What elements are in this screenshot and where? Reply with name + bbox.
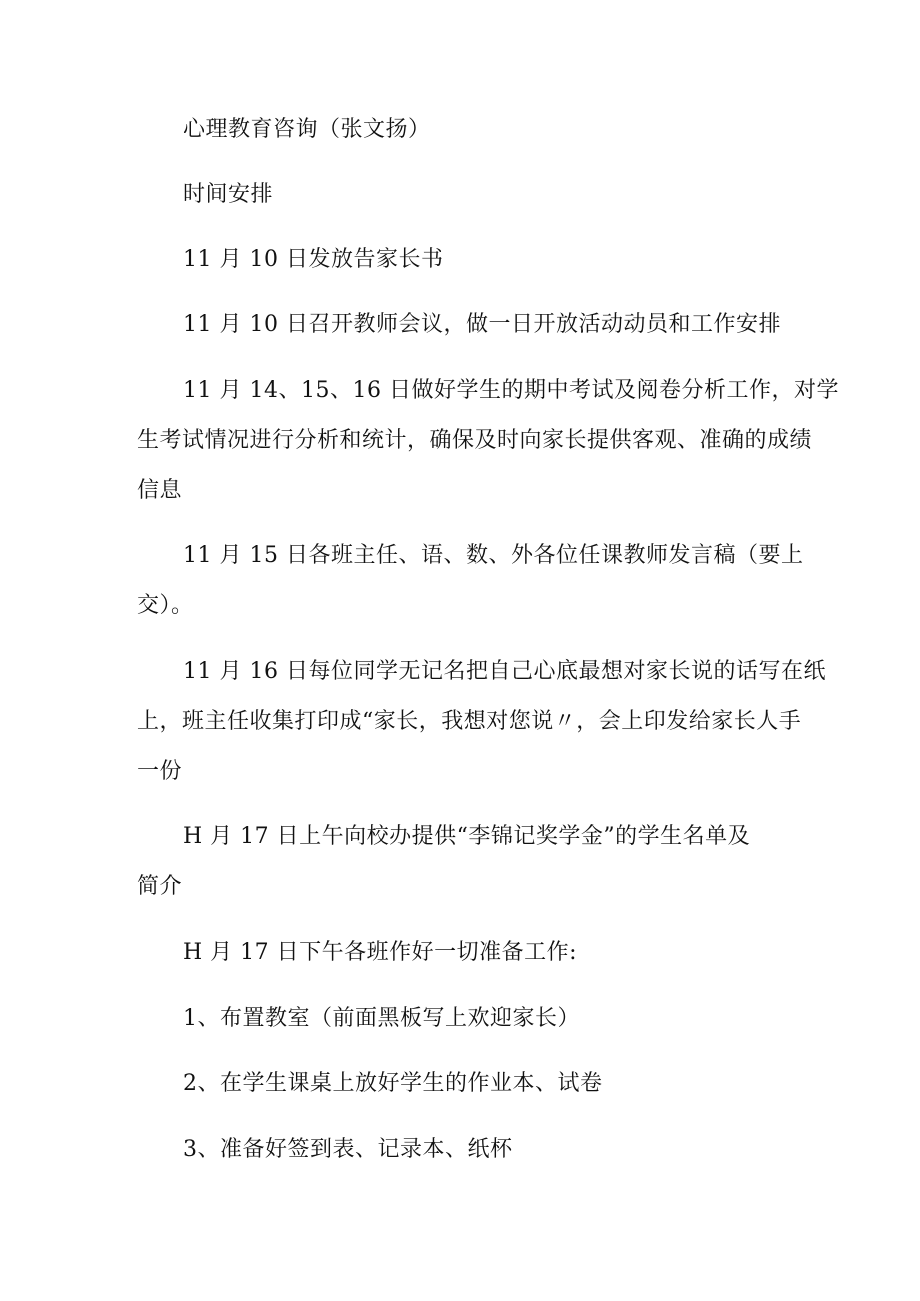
schedule-item-teacher-meeting: 11 月 10 日召开教师会议，做一日开放活动动员和工作安排 [183,312,781,337]
schedule-item-scholarship-list: H 月 17 日上午向校办提供“李锦记奖学金”的学生名单及 [183,824,751,849]
schedule-item-scholarship-list-cont: 简介 [137,874,183,899]
schedule-item-student-letters-cont: 上，班主任收集打印成“家长，我想对您说〃，会上印发给家长人手 [137,709,802,734]
heading-psychology-consulting: 心理教育咨询（张文扬） [183,117,431,142]
prep-item-supplies: 3、准备好签到表、记录本、纸杯 [183,1137,513,1162]
prep-item-desks: 2、在学生课桌上放好学生的作业本、试卷 [183,1071,603,1096]
schedule-item-teacher-speech: 11 月 15 日各班主任、语、数、外各位任课教师发言稿（要上 [183,543,804,568]
schedule-item-class-preparation: H 月 17 日下午各班作好一切准备工作: [183,940,578,965]
heading-time-schedule: 时间安排 [183,182,274,207]
schedule-item-midterm-exam-cont: 信息 [137,478,183,503]
prep-item-classroom: 1、布置教室（前面黑板写上欢迎家长） [183,1006,580,1031]
schedule-item-parent-letter: 11 月 10 日发放告家长书 [183,247,444,272]
schedule-item-teacher-speech-cont: 交）。 [137,593,194,618]
schedule-item-student-letters: 11 月 16 日每位同学无记名把自己心底最想对家长说的话写在纸 [183,659,826,684]
schedule-item-midterm-exam: 11 月 14、15、16 日做好学生的期中考试及阅卷分析工作，对学 [183,378,839,403]
schedule-item-student-letters-cont: 一份 [137,759,183,784]
schedule-item-midterm-exam-cont: 生考试情况进行分析和统计，确保及时向家长提供客观、准确的成绩 [137,428,813,453]
